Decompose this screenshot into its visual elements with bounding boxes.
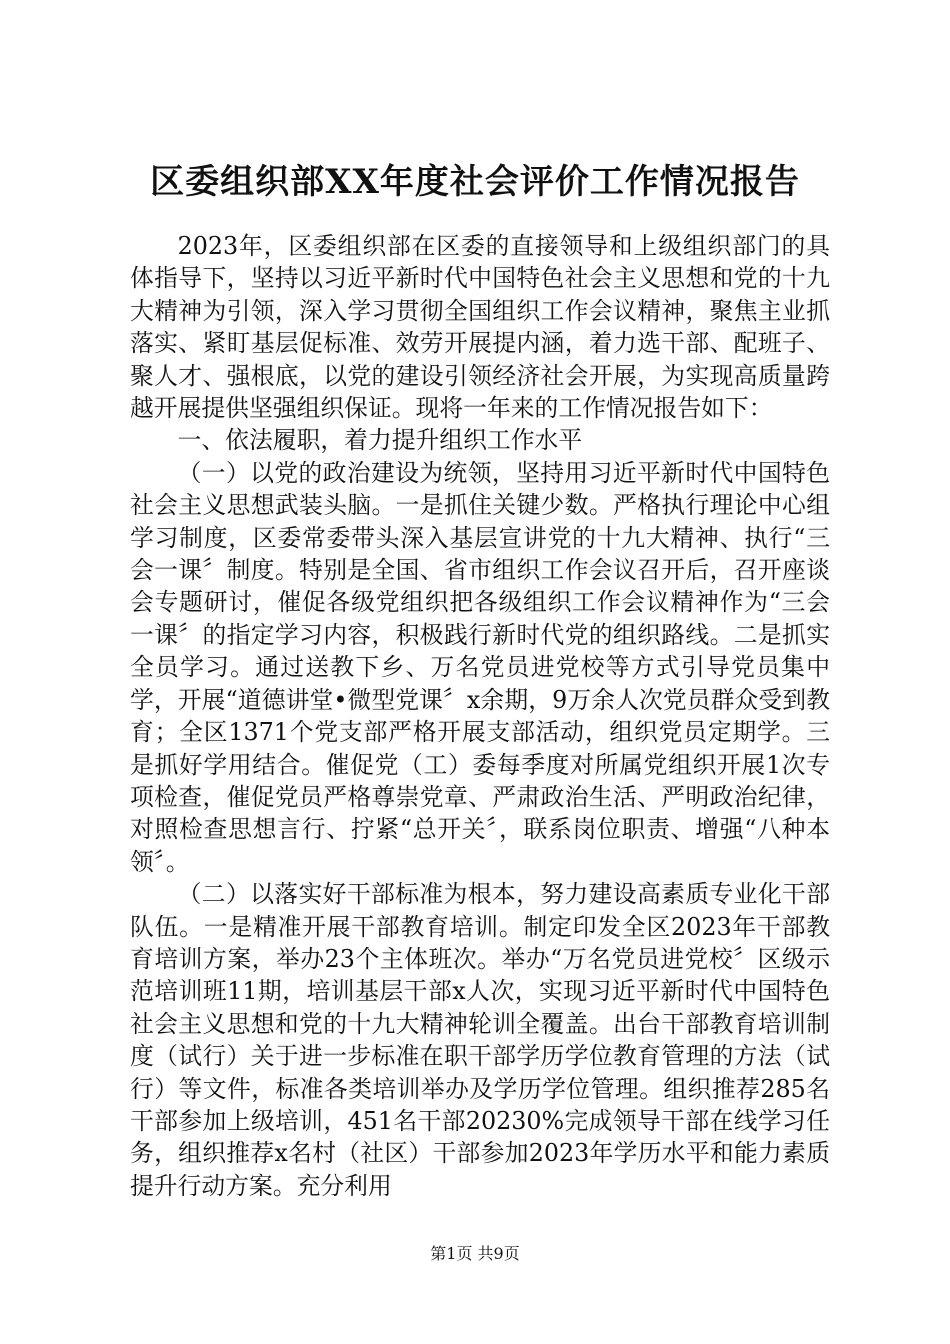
page-number-footer: 第1页 共9页 [430,1244,520,1263]
section-heading: 一、依法履职，着力提升组织工作水平 [177,426,583,455]
document-body [130,230,830,1202]
paragraph-subsection-2: （二）以落实好干部标准为根本，努力建设高素质专业化干部队伍。一是精准开展干部教育培训。制定印发全区2023年干部教育培训方案，举办23个主体班次。举办“万名党员进党校〞区级示范培训班11期，培训基层干部x人次，实现习近平新时代中国特色社会主义思想和党的十九大精神轮训全覆盖。出台干部教育培训制度（试行）关于进一步标准在职干部学历学位教育管理的方法（试行）等文件，标准各类培训举办及学历学位管理。组织推荐285名干部参加上级培训，451名干部20230%完成领导干部在线学习任务，组织推荐x名村（社区）干部参加2023年学历水平和能力素质提升行动方案。充分利用 [130,880,830,1200]
document-title: 区委组织部XX年度社会评价工作情况报告 [150,162,800,202]
paragraph-intro: 2023年，区委组织部在区委的直接领导和上级组织部门的具体指导下，坚持以习近平新时代中国特色社会主义思想和党的十九大精神为引领，深入学习贯彻全国组织工作会议精神，聚焦主业抓落实、紧盯基层促标准、效劳开展提内涵，着力选干部、配班子、聚人才、强根底，以党的建设引领经济社会开展，为实现高质量跨越开展提供坚强组织保证。现将一年来的工作情况报告如下： [130,232,830,423]
paragraph-subsection-1: （一）以党的政治建设为统领，坚持用习近平新时代中国特色社会主义思想武装头脑。一是抓住关键少数。严格执行理论中心组学习制度，区委常委带头深入基层宣讲党的十九大精神、执行“三会一课〞制度。特别是全国、省市组织工作会议召开后，召开座谈会专题研讨，催促各级党组织把各级组织工作会议精神作为“三会一课〞的指定学习内容，积极践行新时代党的组织路线。二是抓实全员学习。通过送教下乡、万名党员进党校等方式引导党员集中学，开展“道德讲堂•微型党课〞x余期，9万余人次党员群众受到教育；全区1371个党支部严格开展支部活动，组织党员定期学。三是抓好学用结合。催促党（工）委每季度对所属党组织开展1次专项检查，催促党员严格尊崇党章、严肃政治生活、严明政治纪律，对照检查思想言行、拧紧“总开关〞，联系岗位职责、增强“八种本领〞。 [130,458,830,876]
